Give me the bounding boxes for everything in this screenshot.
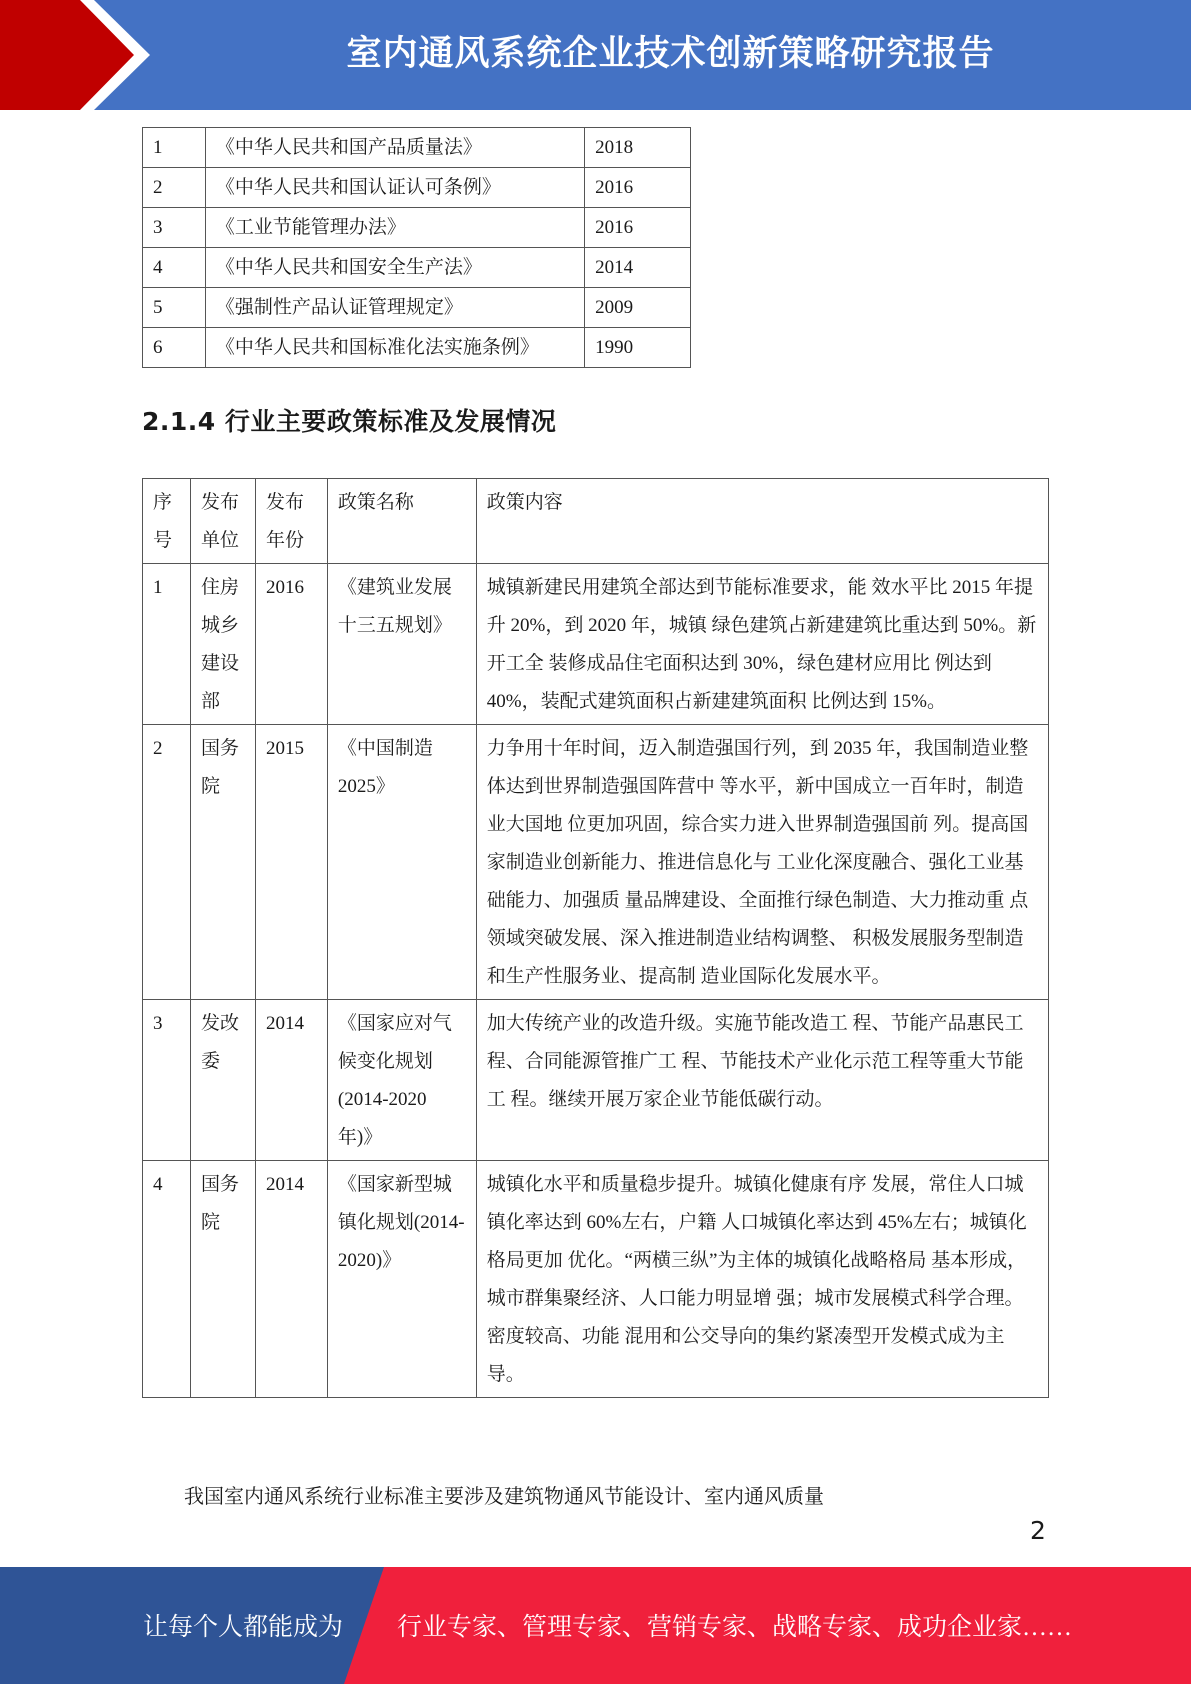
law-row: [143, 128, 691, 168]
policy-content: 加大传统产业的改造升级。实施节能改造工 程、节能产品惠民工程、合同能源管推广工 程、节能技术产业化示范工程等重大节能工 程。继续开展万家企业节能低碳行动。: [476, 1000, 1048, 1161]
law-year: 2016: [585, 168, 691, 208]
footer-slogan-left: 让每个人都能成为: [143, 1614, 344, 1641]
policy-header-row: [143, 479, 1049, 564]
policy-name: 《建筑业发展十三五规划》: [327, 564, 476, 725]
law-name: 《中华人民共和国认证认可条例》: [205, 168, 584, 208]
policy-name: 《国家应对气候变化规划(2014-2020 年)》: [327, 1000, 476, 1161]
law-no: 1: [143, 128, 206, 168]
law-no: 2: [143, 168, 206, 208]
header-name: 政策名称: [327, 479, 476, 564]
policy-no: 2: [143, 725, 191, 1000]
policy-year: 2016: [255, 564, 327, 725]
law-name: 《工业节能管理办法》: [205, 208, 584, 248]
policy-content: 城镇新建民用建筑全部达到节能标准要求，能 效水平比 2015 年提升 20%，到 2020 年，城镇 绿色建筑占新建建筑比重达到 50%。新开工全 装修成品住宅面积达到 30%，绿色建材应用比 例达到 40%，装配式建筑面积占新建建筑面积 比例达到 15%。: [476, 564, 1048, 725]
policy-row: [143, 725, 1049, 1000]
law-year: 2016: [585, 208, 691, 248]
policy-no: 3: [143, 1000, 191, 1161]
policy-year: 2015: [255, 725, 327, 1000]
policy-content: 力争用十年时间，迈入制造强国行列，到 2035 年，我国制造业整体达到世界制造强国阵营中 等水平，新中国成立一百年时，制造业大国地 位更加巩固，综合实力进入世界制造强国前 列。提高国家制造业创新能力、推进信息化与 工业化深度融合、强化工业基础能力、加强质 量品牌建设、全面推行绿色制造、大力推动重 点领域突破发展、深入推进制造业结构调整、 积极发展服务型制造和生产性服务业、提高制 造业国际化发展水平。: [476, 725, 1048, 1000]
header-arrow-red: [0, 0, 134, 110]
law-name: 《中华人民共和国安全生产法》: [205, 248, 584, 288]
policy-no: 1: [143, 564, 191, 725]
policy-issuer: 国务院: [190, 1161, 255, 1398]
policy-row: [143, 1161, 1049, 1398]
law-no: 6: [143, 328, 206, 368]
law-name: 《中华人民共和国产品质量法》: [205, 128, 584, 168]
law-no: 4: [143, 248, 206, 288]
laws-table: [142, 127, 691, 368]
policy-table: [142, 478, 1049, 1398]
policy-issuer: 发改委: [190, 1000, 255, 1161]
page-header: [0, 0, 1191, 110]
policy-year: 2014: [255, 1000, 327, 1161]
policy-row: [143, 564, 1049, 725]
footer-slogan-right: 行业专家、管理专家、营销专家、战略专家、成功企业家……: [397, 1614, 1073, 1641]
section-heading: 2.1.4 行业主要政策标准及发展情况: [142, 407, 557, 436]
law-row: [143, 168, 691, 208]
law-year: 2009: [585, 288, 691, 328]
law-name: 《强制性产品认证管理规定》: [205, 288, 584, 328]
law-row: [143, 208, 691, 248]
header-content: 政策内容: [476, 479, 1048, 564]
policy-name: 《国家新型城镇化规划(2014-2020)》: [327, 1161, 476, 1398]
header-issuer: 发布单位: [190, 479, 255, 564]
policy-issuer: 住房城乡建设部: [190, 564, 255, 725]
header-no: 序号: [143, 479, 191, 564]
policy-year: 2014: [255, 1161, 327, 1398]
law-row: [143, 328, 691, 368]
header-arrow-icon: [0, 0, 170, 110]
law-no: 3: [143, 208, 206, 248]
law-no: 5: [143, 288, 206, 328]
page-footer: [0, 1567, 1191, 1684]
policy-row: [143, 1000, 1049, 1161]
law-name: 《中华人民共和国标准化法实施条例》: [205, 328, 584, 368]
page-number: 2: [1030, 1516, 1046, 1545]
body-paragraph: 我国室内通风系统行业标准主要涉及建筑物通风节能设计、室内通风质量: [184, 1486, 824, 1508]
law-year: 2014: [585, 248, 691, 288]
policy-name: 《中国制造 2025》: [327, 725, 476, 1000]
policy-content: 城镇化水平和质量稳步提升。城镇化健康有序 发展，常住人口城镇化率达到 60%左右，户籍 人口城镇化率达到 45%左右；城镇化格局更加 优化。“两横三纵”为主体的城镇化战略格局 基本形成，城市群集聚经济、人口能力明显增 强；城市发展模式科学合理。密度较高、功能 混用和公交导向的集约紧凑型开发模式成为主 导。: [476, 1161, 1048, 1398]
report-title: 室内通风系统企业技术创新策略研究报告: [346, 34, 995, 74]
law-year: 1990: [585, 328, 691, 368]
law-row: [143, 248, 691, 288]
policy-issuer: 国务院: [190, 725, 255, 1000]
header-year: 发布年份: [255, 479, 327, 564]
policy-no: 4: [143, 1161, 191, 1398]
law-row: [143, 288, 691, 328]
law-year: 2018: [585, 128, 691, 168]
